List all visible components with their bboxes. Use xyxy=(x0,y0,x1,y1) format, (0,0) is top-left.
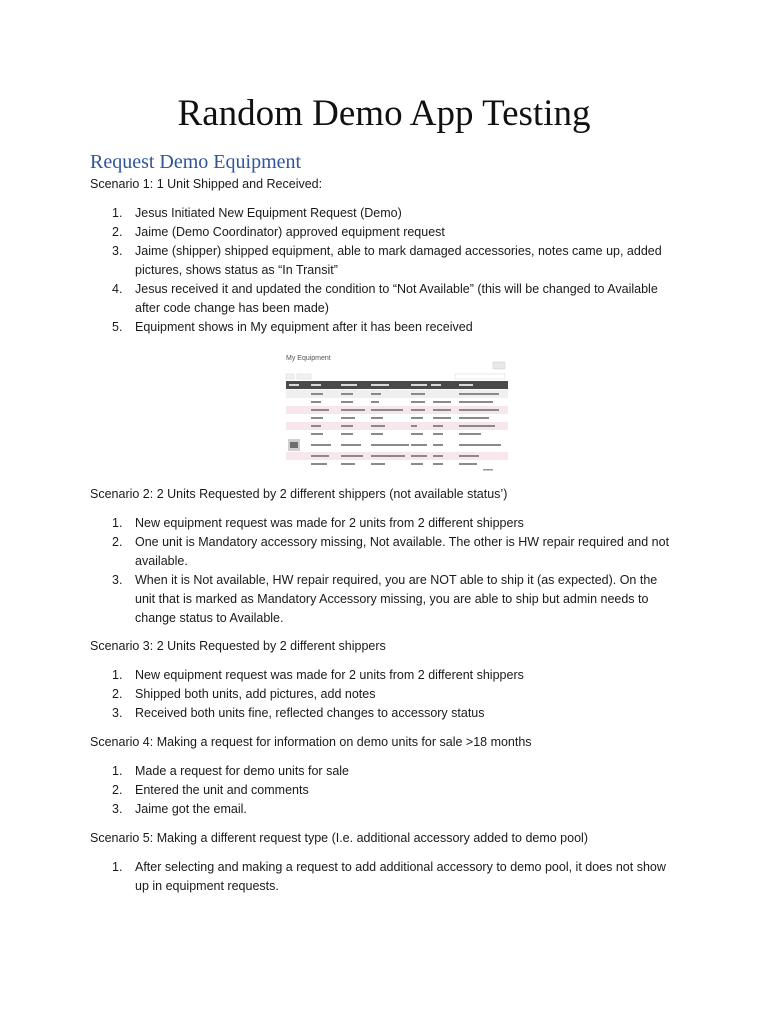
scenario-3-list xyxy=(0,666,524,723)
my-equipment-screenshot xyxy=(283,350,511,472)
scenario-1-title: Scenario 1: 1 Unit Shipped and Received: xyxy=(90,177,323,191)
screenshot-filter-input xyxy=(297,374,311,379)
list-item-text: Jesus Initiated New Equipment Request (Demo) xyxy=(135,206,402,220)
list-item xyxy=(0,242,662,280)
list-item xyxy=(0,781,349,800)
list-item-number: 1. xyxy=(112,516,123,530)
list-item-text: Jaime (Demo Coordinator) approved equipment request xyxy=(135,225,445,239)
list-item xyxy=(0,533,669,571)
list-item-text: Shipped both units, add pictures, add notes xyxy=(135,687,376,701)
list-item xyxy=(0,666,524,685)
list-item-number: 3. xyxy=(112,573,123,587)
list-item-number: 1. xyxy=(112,668,123,682)
list-item-text: New equipment request was made for 2 units from 2 different shippers xyxy=(135,668,524,682)
list-item-number: 1. xyxy=(112,860,123,874)
list-item-text: When it is Not available, HW repair required, you are NOT able to ship it (as expected). On the xyxy=(135,573,658,587)
list-item xyxy=(0,318,662,337)
scenario-2-list xyxy=(0,514,669,628)
scenario-1-list xyxy=(0,204,662,337)
list-item-number: 1. xyxy=(112,764,123,778)
list-item-number: 1. xyxy=(112,206,123,220)
scenario-2-title: Scenario 2: 2 Units Requested by 2 different shippers (not available status’) xyxy=(90,487,508,501)
list-item-number: 3. xyxy=(112,706,123,720)
list-item-text: pictures, shows status as “In Transit” xyxy=(135,263,338,277)
list-item-text: after code change has been made) xyxy=(135,301,329,315)
list-item-number: 3. xyxy=(112,802,123,816)
scenario-4-title: Scenario 4: Making a request for information on demo units for sale >18 months xyxy=(90,735,532,749)
list-item-text: Entered the unit and comments xyxy=(135,783,309,797)
document-title: Random Demo App Testing xyxy=(177,93,591,134)
list-item-number: 2. xyxy=(112,783,123,797)
list-item-text: Jaime (shipper) shipped equipment, able to mark damaged accessories, notes came up, added xyxy=(135,244,662,258)
list-item-text: change status to Available. xyxy=(135,611,284,625)
scenario-5-list xyxy=(0,858,666,896)
list-item-text: One unit is Mandatory accessory missing, Not available. The other is HW repair required and not xyxy=(135,535,670,549)
list-item xyxy=(0,514,669,533)
list-item-number: 2. xyxy=(112,225,123,239)
list-item xyxy=(0,858,666,896)
screenshot-row-thumbnail xyxy=(288,439,300,451)
screenshot-scrollbar xyxy=(483,469,493,471)
list-item-number: 5. xyxy=(112,320,123,334)
screenshot-action-button xyxy=(493,362,505,369)
section-heading: Request Demo Equipment xyxy=(90,151,302,173)
screenshot-filter-select xyxy=(286,374,294,379)
list-item-text: Received both units fine, reflected changes to accessory status xyxy=(135,706,485,720)
list-item-text: Made a request for demo units for sale xyxy=(135,764,350,778)
list-item-text: Equipment shows in My equipment after it has been received xyxy=(135,320,473,334)
list-item xyxy=(0,223,662,242)
list-item xyxy=(0,762,349,781)
scenario-5-title: Scenario 5: Making a different request type (I.e. additional accessory added to demo pool) xyxy=(90,831,588,845)
scenario-4-list xyxy=(0,762,349,819)
list-item-text: available. xyxy=(135,554,188,568)
list-item-text: Jesus received it and updated the condition to “Not Available” (this will be changed to Available xyxy=(135,282,658,296)
list-item xyxy=(0,800,349,819)
list-item-text: After selecting and making a request to add additional accessory to demo pool, it does not show xyxy=(135,860,666,874)
list-item-text: Jaime got the email. xyxy=(135,802,247,816)
list-item-number: 4. xyxy=(112,282,123,296)
list-item xyxy=(0,704,524,723)
list-item-number: 3. xyxy=(112,244,123,258)
list-item-text: New equipment request was made for 2 units from 2 different shippers xyxy=(135,516,524,530)
list-item xyxy=(0,204,662,223)
screenshot-title: My Equipment xyxy=(286,355,331,362)
list-item xyxy=(0,685,524,704)
screenshot-search-box xyxy=(455,374,505,379)
list-item-text: up in equipment requests. xyxy=(135,879,279,893)
list-item-number: 2. xyxy=(112,535,123,549)
list-item xyxy=(0,571,669,628)
list-item-number: 2. xyxy=(112,687,123,701)
list-item-text: unit that is marked as Mandatory Accessory missing, you are able to ship but admin needs to xyxy=(135,592,649,606)
list-item xyxy=(0,280,662,318)
scenario-3-title: Scenario 3: 2 Units Requested by 2 different shippers xyxy=(90,639,386,653)
